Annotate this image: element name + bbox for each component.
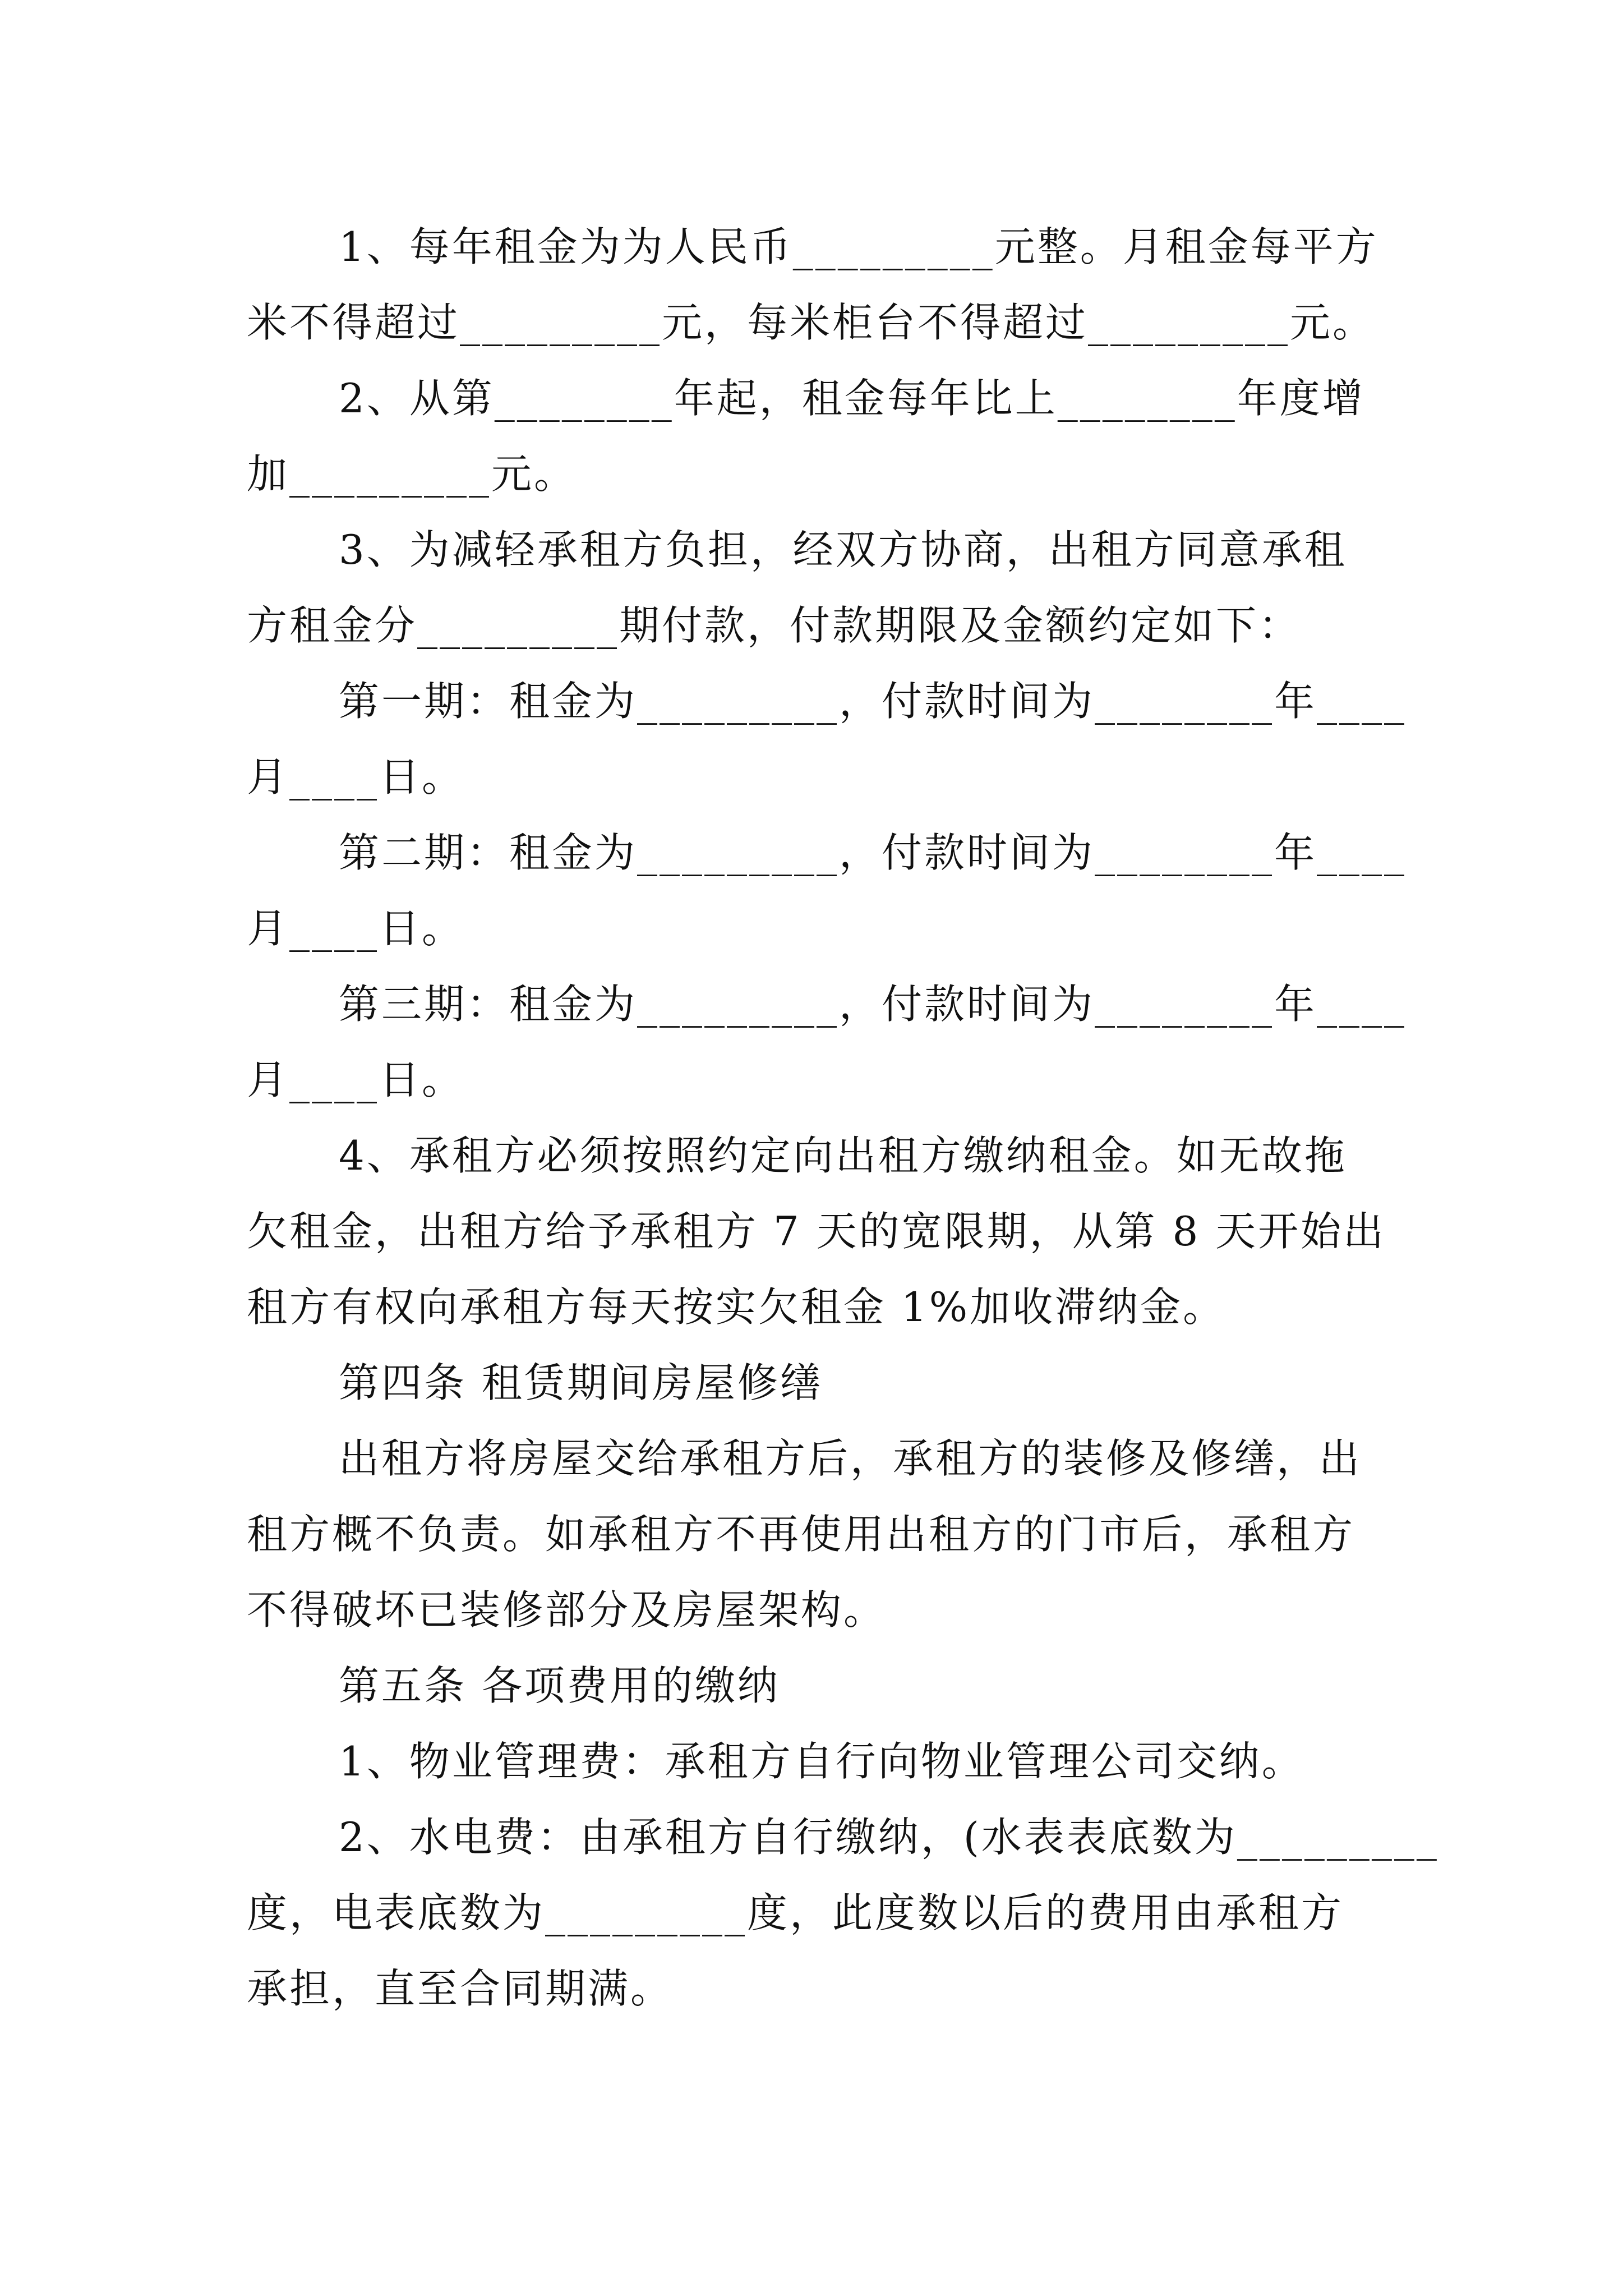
section-heading: 第五条 各项费用的缴纳	[339, 1662, 780, 1709]
text-line: 米不得超过_________元，每米柜台不得超过_________元。	[247, 299, 1376, 346]
text-line: 月____日。	[247, 905, 465, 952]
text-line: 租方有权向承租方每天按实欠租金 1%加收滞纳金。	[247, 1283, 1226, 1331]
text-line: 2、从第________年起，租金每年比上________年度增	[339, 375, 1365, 422]
text-line: 3、为减轻承租方负担，经双方协商，出租方同意承租	[339, 526, 1347, 573]
section-heading: 第四条 租赁期间房屋修缮	[339, 1359, 823, 1406]
text-line: 承担，直至合同期满。	[247, 1965, 674, 2012]
text-line: 第二期：租金为_________，付款时间为________年____	[339, 829, 1407, 876]
text-line: 加_________元。	[247, 450, 577, 498]
text-line: 度，电表底数为_________度，此度数以后的费用由承租方	[247, 1889, 1344, 1936]
text-line: 第一期：租金为_________，付款时间为________年____	[339, 678, 1407, 725]
text-line: 月____日。	[247, 1056, 465, 1103]
text-line: 1、物业管理费：承租方自行向物业管理公司交纳。	[339, 1738, 1304, 1785]
text-line: 不得破坏已装修部分及房屋架构。	[247, 1586, 887, 1634]
text-line: 1、每年租金为为人民币_________元整。月租金每平方	[339, 223, 1378, 270]
text-line: 第三期：租金为_________，付款时间为________年____	[339, 981, 1407, 1028]
text-line: 方租金分_________期付款，付款期限及金额约定如下：	[247, 602, 1302, 649]
text-line: 租方概不负责。如承租方不再使用出租方的门市后，承租方	[247, 1511, 1355, 1558]
text-line: 欠租金，出租方给予承租方 7 天的宽限期，从第 8 天开始出	[247, 1208, 1386, 1255]
text-line: 2、水电费：由承租方自行缴纳，(水表表底数为_________	[339, 1814, 1439, 1861]
text-line: 月____日。	[247, 753, 465, 800]
text-line: 出租方将房屋交给承租方后，承租方的装修及修缮，出	[339, 1435, 1362, 1482]
text-line: 4、承租方必须按照约定向出租方缴纳租金。如无故拖	[339, 1132, 1347, 1179]
